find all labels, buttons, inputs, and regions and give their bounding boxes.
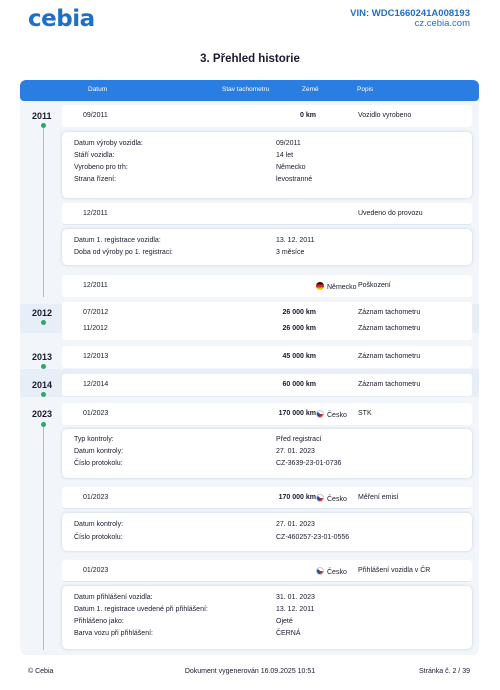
footer-generated: Dokument vygenerován 16.09.2025 10:51 — [184, 668, 316, 675]
row-date: 09/2011 — [83, 112, 108, 119]
row-date: 07/2012 — [83, 309, 109, 316]
header-datum: Datum — [88, 86, 108, 93]
table-row[interactable] — [62, 203, 472, 225]
table-row[interactable] — [62, 560, 472, 582]
footer-page-number: Stránka č. 2 / 39 — [419, 668, 470, 675]
row-description: Uvedeno do provozu — [358, 210, 423, 217]
detail-card-emise — [62, 513, 472, 551]
detail-key: Strana řízení: — [74, 176, 117, 183]
table-row[interactable] — [62, 374, 472, 396]
detail-key: Přihlášeno jako: — [74, 618, 124, 625]
row-description: Přihlášení vozidla v ČR — [358, 567, 431, 574]
detail-value: 3 měsíce — [276, 249, 305, 256]
row-country — [316, 567, 347, 576]
row-description: Vozidlo vyrobeno — [358, 112, 412, 119]
detail-value: Německo — [276, 164, 306, 171]
detail-value: 09/2011 — [276, 140, 301, 147]
row-date: 11/2012 — [83, 325, 108, 332]
detail-card-prihlaseni — [62, 586, 472, 649]
detail-card-stk — [62, 429, 472, 478]
detail-value: CZ-460257-23-01-0556 — [276, 534, 350, 541]
header-stav-tachometru: Stav tachometru — [222, 86, 270, 93]
row-country-name: Německo — [327, 284, 357, 291]
table-row[interactable] — [62, 275, 472, 297]
row-km: 170 000 km — [278, 410, 316, 417]
detail-key: Datum kontroly: — [74, 521, 124, 528]
detail-value: 27. 01. 2023 — [276, 448, 315, 455]
timeline-dot-2014 — [41, 392, 46, 397]
timeline-dot-2012 — [41, 320, 46, 325]
detail-key: Doba od výroby po 1. registraci: — [74, 249, 173, 256]
detail-value: 31. 01. 2023 — [276, 594, 315, 601]
row-date: 12/2013 — [83, 353, 109, 360]
row-date: 01/2023 — [83, 567, 109, 574]
row-km: 45 000 km — [282, 353, 316, 360]
germany-flag-icon — [316, 282, 324, 290]
row-country — [316, 494, 347, 503]
detail-card-production — [62, 132, 472, 198]
section-title: 3. Přehled historie — [200, 53, 300, 65]
cebia-logo: cebia — [28, 6, 95, 32]
row-description: Záznam tachometru — [358, 353, 421, 360]
detail-key: Barva vozu při přihlášení: — [74, 630, 153, 637]
detail-value: Ojeté — [276, 618, 293, 625]
vin-number: VIN: WDC1660241A008193 — [350, 8, 470, 19]
row-km: 26 000 km — [282, 325, 316, 332]
year-label-2012: 2012 — [32, 308, 53, 318]
row-date: 01/2023 — [83, 494, 109, 501]
detail-value: 27. 01. 2023 — [276, 521, 315, 528]
detail-key: Datum kontroly: — [74, 448, 124, 455]
timeline-dot-2023 — [41, 422, 46, 427]
table-header — [20, 80, 479, 101]
row-country-name: Česko — [327, 496, 347, 503]
detail-value: ČERNÁ — [276, 630, 301, 637]
website-url: cz.cebia.com — [414, 18, 470, 29]
detail-key: Stáří vozidla: — [74, 152, 115, 159]
timeline-dot-2013 — [41, 364, 46, 369]
row-date: 12/2011 — [83, 210, 108, 217]
row-description: Měření emisí — [358, 494, 399, 501]
timeline-line-2011 — [43, 127, 44, 297]
czech-flag-icon — [316, 494, 324, 502]
row-description: Poškození — [358, 282, 391, 289]
year-label-2011: 2011 — [32, 111, 52, 121]
year-label-2014: 2014 — [32, 380, 53, 390]
timeline-line-2023 — [43, 422, 44, 650]
detail-card-registration — [62, 229, 472, 265]
row-km: 60 000 km — [282, 381, 316, 388]
detail-key: Číslo protokolu: — [74, 460, 123, 467]
table-row[interactable] — [62, 318, 472, 340]
detail-key: Číslo protokolu: — [74, 534, 123, 541]
header-zeme: Země — [302, 86, 319, 93]
row-country — [316, 410, 347, 419]
row-description: STK — [358, 410, 372, 417]
detail-key: Typ kontroly: — [74, 436, 114, 443]
row-country-name: Česko — [327, 412, 347, 419]
row-description: Záznam tachometru — [358, 381, 421, 388]
row-country-name: Česko — [327, 569, 347, 576]
detail-key: Datum 1. registrace vozidla: — [74, 237, 161, 244]
detail-key: Datum výroby vozidla: — [74, 140, 143, 147]
row-description: Záznam tachometru — [358, 325, 421, 332]
row-date: 12/2014 — [83, 381, 109, 388]
row-country — [316, 282, 357, 291]
footer-copyright: © Cebia — [28, 668, 54, 675]
detail-value: 14 let — [276, 152, 294, 159]
table-row[interactable] — [62, 105, 472, 127]
detail-value: 13. 12. 2011 — [276, 606, 315, 613]
row-date: 01/2023 — [83, 410, 109, 417]
row-km: 170 000 km — [278, 494, 316, 501]
row-km: 26 000 km — [282, 309, 316, 316]
row-km: 0 km — [300, 112, 316, 119]
detail-value: 13. 12. 2011 — [276, 237, 315, 244]
table-row[interactable] — [62, 346, 472, 368]
row-description: Záznam tachometru — [358, 309, 421, 316]
detail-value: Před registrací — [276, 436, 322, 443]
year-label-2013: 2013 — [32, 352, 53, 362]
detail-value: CZ-3639-23-01-0736 — [276, 460, 342, 467]
page-footer — [0, 668, 500, 680]
czech-flag-icon — [316, 410, 324, 418]
czech-flag-icon — [316, 567, 324, 575]
detail-key: Vyrobeno pro trh: — [74, 164, 128, 171]
row-date: 12/2011 — [83, 282, 108, 289]
detail-value: levostranné — [276, 176, 313, 183]
history-table — [20, 80, 479, 655]
detail-key: Datum 1. registrace uvedené při přihlášení: — [74, 606, 208, 613]
table-row[interactable] — [62, 403, 472, 425]
detail-key: Datum přihlášení vozidla: — [74, 594, 153, 601]
timeline-dot-2011 — [41, 123, 46, 128]
year-label-2023: 2023 — [32, 409, 53, 419]
table-row[interactable] — [62, 487, 472, 509]
header-popis: Popis — [357, 86, 374, 93]
